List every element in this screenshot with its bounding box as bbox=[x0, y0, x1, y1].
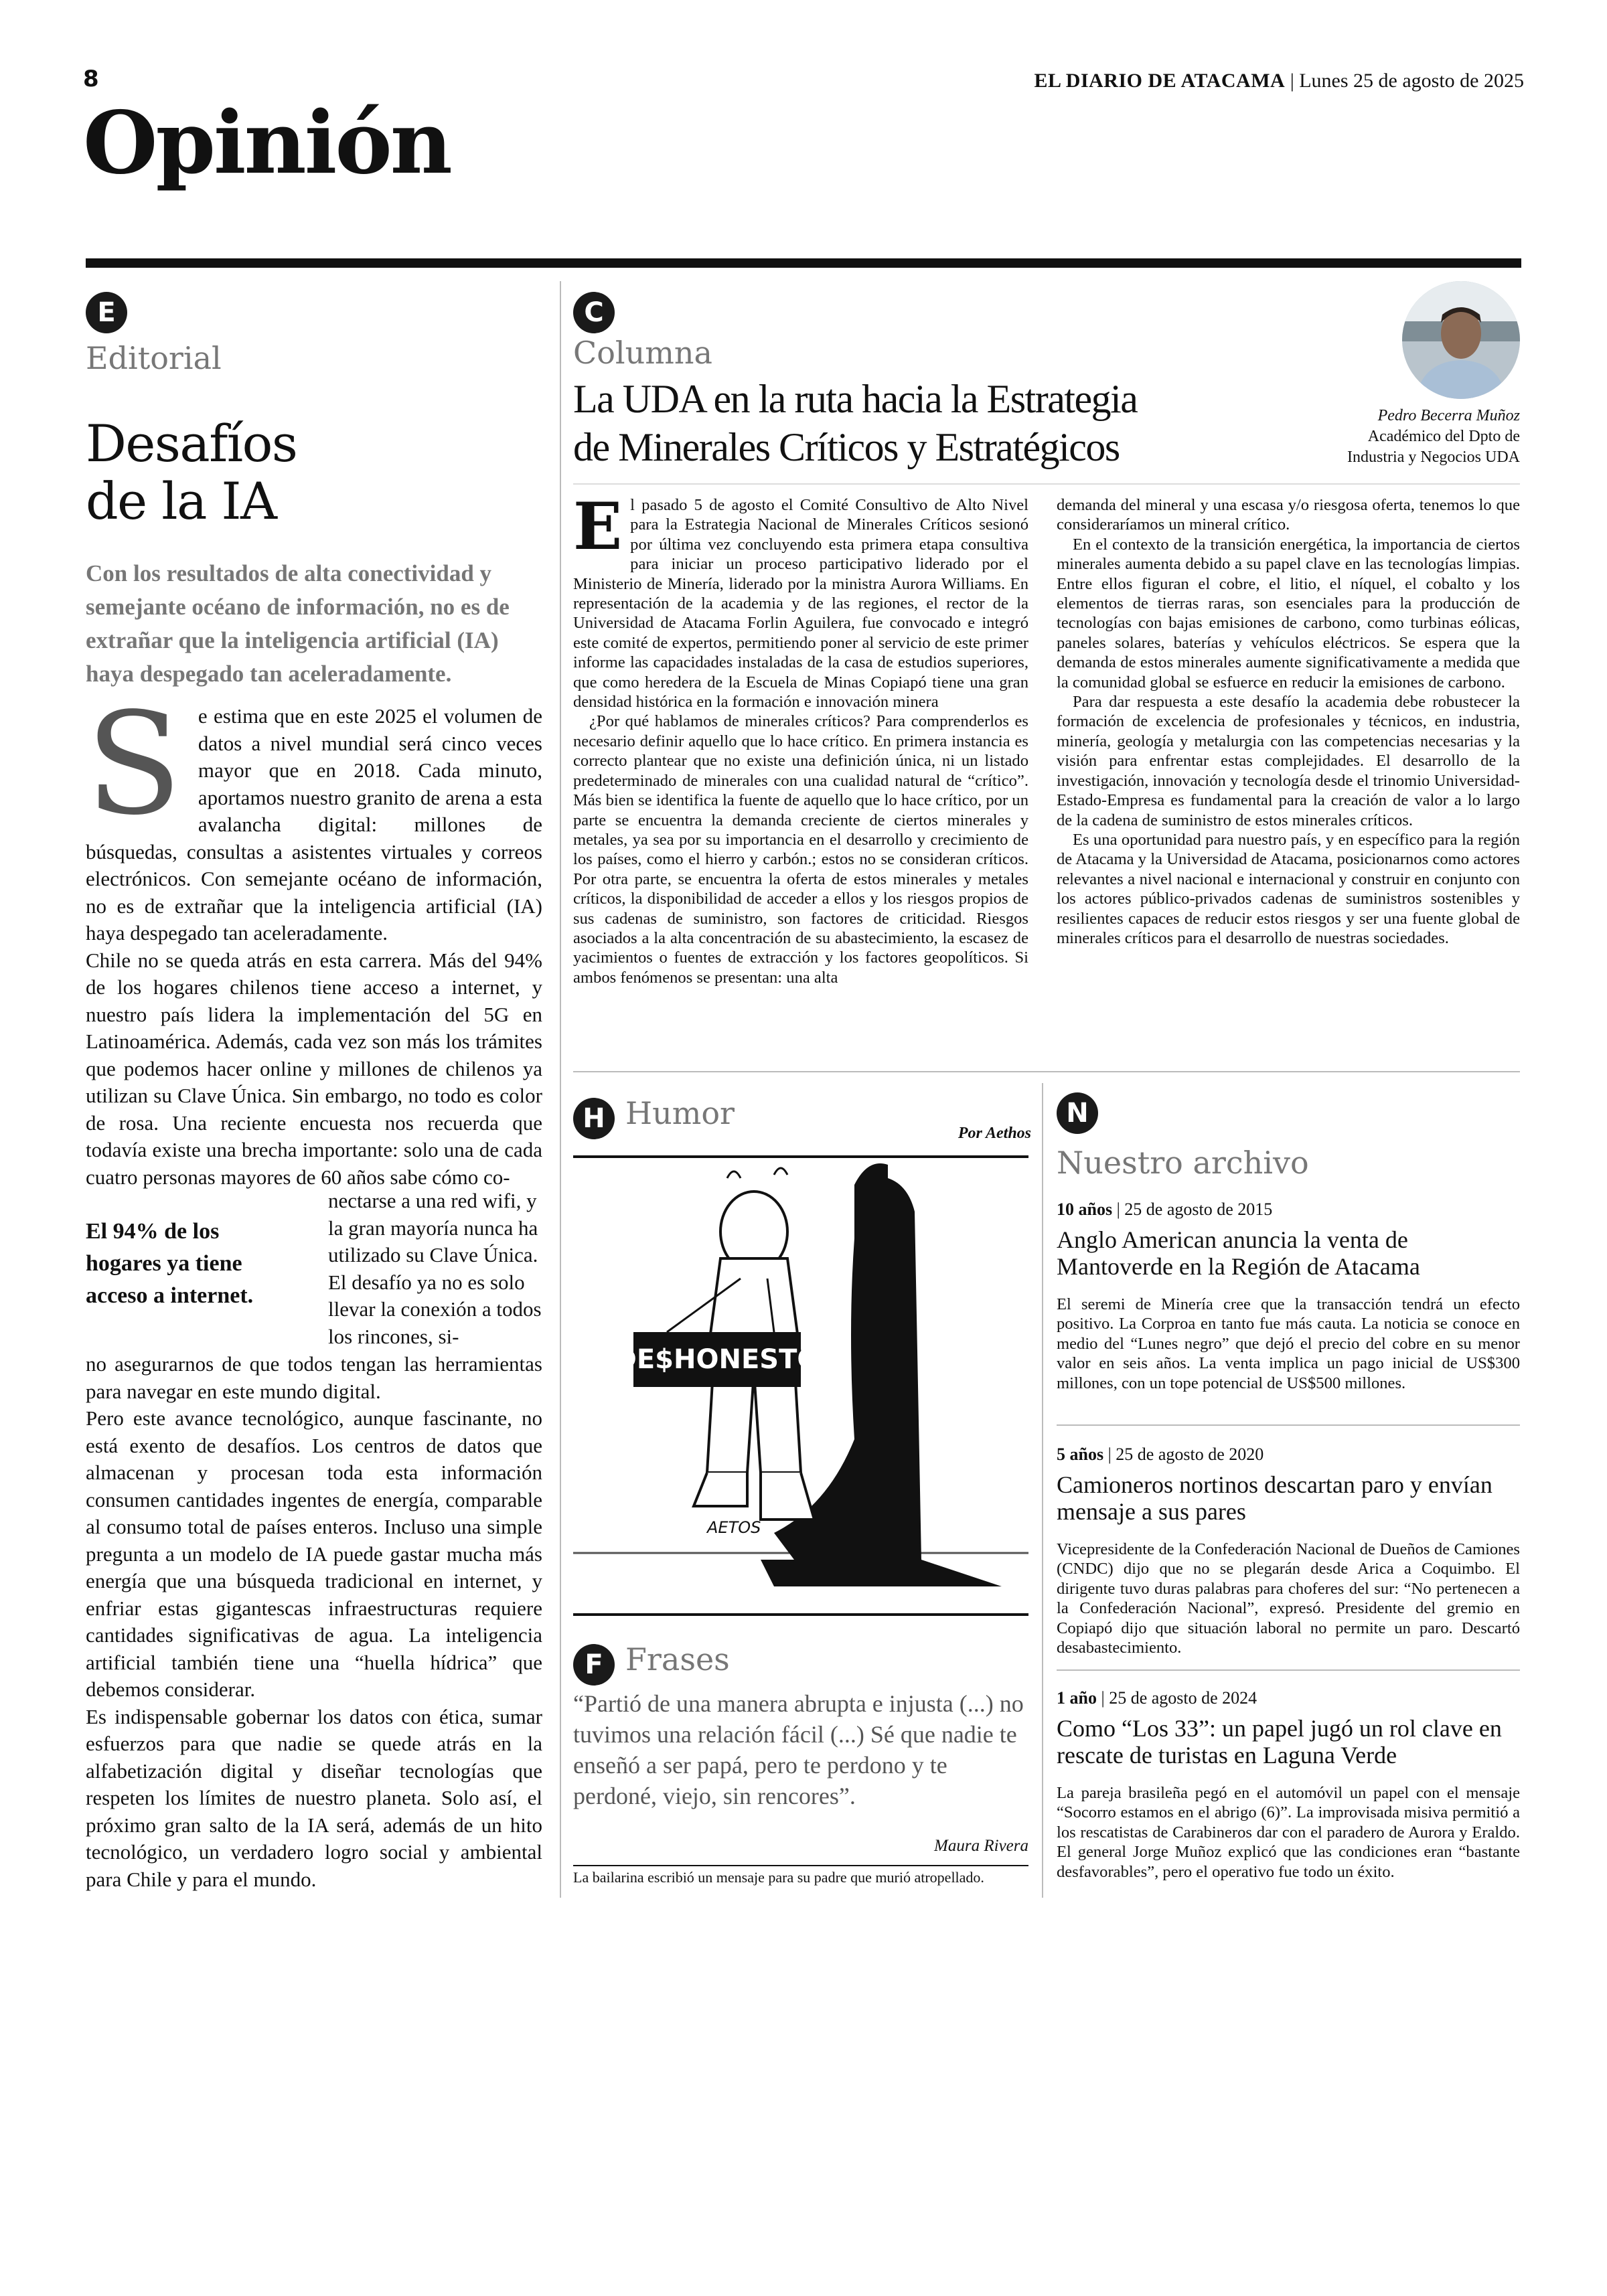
archivo-item: 5 años | 25 de agosto de 2020 Camioneros nortinos descartan paro y envían mensaje a sus pares Vicepresidente de la Confederación Nacional de Dueños de Camiones (CNDC) dijo que no se plegarán desde Arica a Coquimbo. El dirigente tuvo duras palabras para choferes del sur: “No pertenecen a la Confederación Nacional”, expresó. Presidente del gremio en Copiapó dijo que situación laboral no permite un paro. Descartó desabastecimiento. bbox=[1057, 1445, 1520, 1657]
drop-cap: E bbox=[573, 489, 623, 564]
editorial-body bbox=[86, 682, 542, 1191]
archivo-text: La pareja brasileña pegó en el automóvil un papel con el mensaje “Socorro estamos en el abrigo (6)”. La improvisada misiva permitió a los rescatistas de Carabineros dar con el paradero de Aurora y Eraldo. El general Jorge Muñoz explicó que las condiciones eran “bastante desfavorables”, pero el operativo fue todo un éxito. bbox=[1057, 1784, 1520, 1881]
editorial-paragraph: no asegurarnos de que todos tengan las herramientas para navegar en este mundo digital. bbox=[86, 1352, 542, 1403]
editorial-kicker: Editorial bbox=[86, 340, 222, 376]
editorial-paragraph: e estima que en este 2025 el volumen de datos a nivel mundial será cinco veces mayor que en 2018. Cada minuto, aportamos nuestro granito de arena a esta avalancha digital: millones de búsquedas, consultas a asistentes virtuales y correos electrónicos. Con semejante océano de información, no es de extrañar que la inteligencia artificial (IA) haya despegado tan aceleradamente. bbox=[86, 704, 542, 945]
column-author-role: Industria y Negocios UDA bbox=[1347, 448, 1520, 466]
humor-byline: Por Aethos bbox=[958, 1125, 1031, 1142]
humor-cartoon bbox=[573, 1155, 1028, 1616]
column-divider bbox=[1042, 1083, 1043, 1898]
column-author: Pedro Becerra Muñoz bbox=[1377, 407, 1520, 424]
archivo-text: El seremi de Minería cree que la transacción tendrá un efecto positivo. La Corproa en tanto fue más cauta. La noticia se conoce en medio del “Lunes negro” que dejó el precio del cobre en su menor valor en seis años. La venta implica un pago inicial de US$300 millones, con un tope potencial de US$500 millones. bbox=[1057, 1295, 1520, 1392]
editorial-body-cont bbox=[86, 1351, 542, 1893]
column-top-rule bbox=[573, 483, 1520, 485]
column-body-right bbox=[1057, 495, 1520, 948]
section-rule bbox=[573, 1071, 1520, 1072]
archivo-item: 1 año | 25 de agosto de 2024 Como “Los 33”: un papel jugó un rol clave en rescate de turistas en Laguna Verde La pareja brasileña pegó en el automóvil un papel con el mensaje “Socorro estamos en el abrigo (6)”. La improvisada misiva permitió a los rescatistas de Carabineros dar con el paradero de Aurora y Eraldo. El general Jorge Muñoz explicó que las condiciones eran “bastante desfavorables”, pero el operativo fue todo un éxito. bbox=[1057, 1688, 1520, 1881]
column-paragraph: Es una oportunidad para nuestro país, y en específico para la región de Atacama y la Universidad de Atacama, posicionarnos como actores relevantes a nivel nacional e internacional y construir en conjunto con los actores público-privados cadenas de suministros sostenibles y resilientes capaces de reducir estos riesgos y ser una fuente global de minerales críticos para el desarrollo de nuestras sociedades. bbox=[1057, 830, 1520, 947]
column-title-line: La UDA en la ruta hacia la Estrategia bbox=[573, 377, 1138, 421]
author-photo-icon bbox=[1402, 281, 1520, 399]
archivo-date: 25 de agosto de 2015 bbox=[1124, 1200, 1273, 1219]
archivo-rule bbox=[1057, 1424, 1520, 1426]
archivo-headline: Camioneros nortinos descartan paro y envían mensaje a sus pares bbox=[1057, 1471, 1493, 1525]
archivo-headline: Como “Los 33”: un papel jugó un rol clave en rescate de turistas en Laguna Verde bbox=[1057, 1715, 1502, 1769]
editorial-title-line: Desafíos bbox=[86, 414, 297, 473]
cartoon-signature: AETOS bbox=[707, 1518, 761, 1537]
editorial-paragraph: Es indispensable gobernar los datos con ética, sumar esfuerzos para que nadie se quede atrás en la alfabetización digital y diseñar tecnologías que respeten los límites de nuestro planeta. Solo así, el próximo gran salto de la IA será, además de un hito tecnológico, un verdadero logro social y ambiental para Chile y para el mundo. bbox=[86, 1704, 542, 1891]
drop-cap: S bbox=[86, 682, 182, 846]
section-title: Opinión bbox=[83, 93, 451, 193]
frases-quote: “Partió de una manera abrupta e injusta (...) no tuvimos una relación fácil (...) Sé que nadie te enseñó a ser papá, pero te perdono y te perdoné, viejo, sin rencores”. bbox=[573, 1690, 1024, 1809]
column-title-line: de Minerales Críticos y Estratégicos bbox=[573, 425, 1120, 469]
archivo-years: 1 año bbox=[1057, 1688, 1097, 1708]
column-kicker: Columna bbox=[573, 335, 712, 371]
editorial-paragraph: Chile no se queda atrás en esta carrera. Más del 94% de los hogares chilenos tiene acceso a internet, y nuestro país lidera la implementación del 5G en Latinoamérica. Además, cada vez son más los trámites que podemos hacer online y millones de chilenos ya utilizan su Clave Única. Sin embargo, no todo es color de rosa. Una reciente encuesta nos recuerda que todavía existe una brecha importante: solo una de cada cuatro personas mayores de 60 años sabe cómo co- bbox=[86, 948, 542, 1189]
column-author-block bbox=[1347, 406, 1520, 468]
frases-author: Maura Rivera bbox=[934, 1837, 1028, 1855]
editorial-title-line: de la IA bbox=[86, 471, 277, 531]
paper-name: EL DIARIO DE ATACAMA bbox=[1034, 70, 1286, 92]
column-body-left bbox=[573, 489, 1028, 987]
header-rule bbox=[86, 258, 1521, 268]
issue-date: Lunes 25 de agosto de 2025 bbox=[1299, 70, 1524, 92]
frases-caption: La bailarina escribió un mensaje para su padre que murió atropellado. bbox=[573, 1865, 1028, 1886]
archivo-headline: Anglo American anuncia la venta de Mantoverde en la Región de Atacama bbox=[1057, 1226, 1420, 1280]
archivo-years: 5 años bbox=[1057, 1445, 1104, 1464]
archivo-text: Vicepresidente de la Confederación Nacional de Dueños de Camiones (CNDC) dijo que no se plegarán desde Arica a Coquimbo. El dirigente tuvo duras palabras para choferes del sur: “No pertenecen a la Confederación Nacional”, expresó. Presidente del gremio en Copiapó dijo que situación laboral no permite un paro. Descartó desabastecimiento. bbox=[1057, 1540, 1520, 1657]
column-paragraph: ¿Por qué hablamos de minerales críticos? Para comprenderlos es necesario definir aquello que lo hace crítico. En primera instancia es correcto plantear que no existe una definición única, ni un listado predeterminado de minerales con una cualidad natural de “crítico”. Más bien se identifica la fuente de aquello que lo hace crítico, por un parte se encuentra la demanda creciente de ciertos minerales y metales, ya sea por su importancia en el desarrollo y crecimiento de los países, como el hierro y carbón.; estos no se consideran críticos. Por otra parte, se encuentra la oferta de estos minerales y metales críticos, la disponibilidad de acceder a ellos y los riesgos propios de sus cadenas de suministro, son factores de criticidad. Riesgos asociados a la alta concentración de su abastecimiento, la escasez de yacimientos o fuentes de extracción y los factores geopolíticos. Si ambos fenómenos se presentan: una alta bbox=[573, 712, 1028, 987]
column-title bbox=[573, 375, 1137, 471]
cartoon-sign: DE$HONESTO bbox=[614, 1344, 820, 1375]
archivo-kicker: Nuestro archivo bbox=[1057, 1145, 1309, 1181]
editorial-pullquote: El 94% de los hogares ya tiene acceso a internet. bbox=[86, 1219, 254, 1308]
archivo-item: 10 años | 25 de agosto de 2015 Anglo American anuncia la venta de Mantoverde en la Región de Atacama El seremi de Minería cree que la transacción tendrá un efecto positivo. La Corproa en tanto fue más cauta. La noticia se conoce en medio del “Lunes negro” que dejó el precio del cobre en su menor valor en seis años. La venta implica un pago inicial de US$300 millones, con un tope potencial de US$500 millones. bbox=[1057, 1200, 1520, 1392]
column-paragraph: l pasado 5 de agosto el Comité Consultivo de Alto Nivel para la Estrategia Nacional de Minerales Críticos sesionó por última vez concluyendo esta primera etapa consultiva para iniciar un proceso participativo liderado por el Ministerio de Minería, liderado por la ministra Aurora Williams. En representación de la academia y de las regiones, el rector de la Universidad de Atacama Forlin Aguilera, fue convocado e integró este comité de expertos, permitiendo poner al servicio de este primer informe las capacidades instaladas de la casa de estudios superiores, que como heredera de la Escuela de Minas Copiapó tiene una gran densidad histórica en la formación e innovación minera bbox=[573, 496, 1028, 712]
column-paragraph: Para dar respuesta a este desafío la academia debe robustecer la formación de excelencia de profesionales y técnicos, en industria, minería, geología y metalurgia con las competencias necesarias y la visión para enfrentar estas complejidades. El desarrollo de la investigación, innovación y tecnología desde el trinomio Universidad-Estado-Empresa es fundamental para la creación de valor a lo largo de la cadena de suministro de estos minerales críticos. bbox=[1057, 693, 1520, 829]
archivo-badge: N bbox=[1057, 1092, 1098, 1134]
editorial-title bbox=[86, 415, 297, 530]
masthead: EL DIARIO DE ATACAMA | Lunes 25 de agosto de 2025 bbox=[1034, 70, 1524, 92]
archivo-rule bbox=[1057, 1669, 1520, 1671]
cartoon-illustration-icon bbox=[573, 1158, 1028, 1608]
humor-badge: H bbox=[573, 1098, 615, 1139]
editorial-paragraph: Pero este avance tecnológico, aunque fascinante, no está exento de desafíos. Los centros de datos que almacenan y procesan toda esta información consumen cantidades ingentes de energía, comparable al consumo total de países enteros. Incluso una simple pregunta a un modelo de IA puede gastar mucha más energía que una búsqueda tradicional en internet, y enfriar estas gigantescas infraestructuras requiere cantidades significativas de agua. La inteligencia artificial también tiene una “huella hídrica” que debemos considerar. bbox=[86, 1406, 542, 1701]
editorial-badge: E bbox=[86, 292, 127, 333]
editorial-lead: Con los resultados de alta conectividad y semejante océano de información, no es de extrañar que la inteligencia artificial (IA) haya despegado tan aceleradamente. bbox=[86, 560, 510, 687]
archivo-years: 10 años bbox=[1057, 1200, 1113, 1219]
editorial-body-narrow: nectarse a una red wifi, y la gran mayoría nunca ha utilizado su Clave Única. El desafío ya no es solo llevar la conexión a todos los rincones, si- bbox=[328, 1189, 542, 1348]
column-author-role: Académico del Dpto de bbox=[1367, 428, 1520, 445]
archivo-date: 25 de agosto de 2024 bbox=[1109, 1688, 1257, 1708]
column-paragraph: En el contexto de la transición energética, la importancia de ciertos minerales aumenta debido a su papel clave en las tecnologías limpias. Entre ellos figuran el cobre, el litio, el níquel, el cobalto y los elementos de tierras raras, son esenciales para la producción de tecnologías con bajas emisiones de carbono, como turbinas eólicas, paneles solares, baterías y vehículos eléctricos. Se espera que la demanda de estos minerales aumente significativamente a medida que la comunidad global se esfuerce en reducir la emisiones de carbono. bbox=[1057, 535, 1520, 691]
page-number: 8 bbox=[83, 66, 99, 92]
archivo-date: 25 de agosto de 2020 bbox=[1116, 1445, 1264, 1464]
humor-kicker: Humor bbox=[625, 1095, 735, 1131]
author-avatar bbox=[1402, 281, 1520, 399]
column-badge: C bbox=[573, 292, 615, 333]
frases-kicker: Frases bbox=[625, 1641, 730, 1677]
column-divider bbox=[560, 281, 561, 1898]
column-paragraph: demanda del mineral y una escasa y/o riesgosa oferta, tenemos lo que consideraríamos un mineral crítico. bbox=[1057, 496, 1520, 534]
frases-badge: F bbox=[573, 1644, 615, 1686]
